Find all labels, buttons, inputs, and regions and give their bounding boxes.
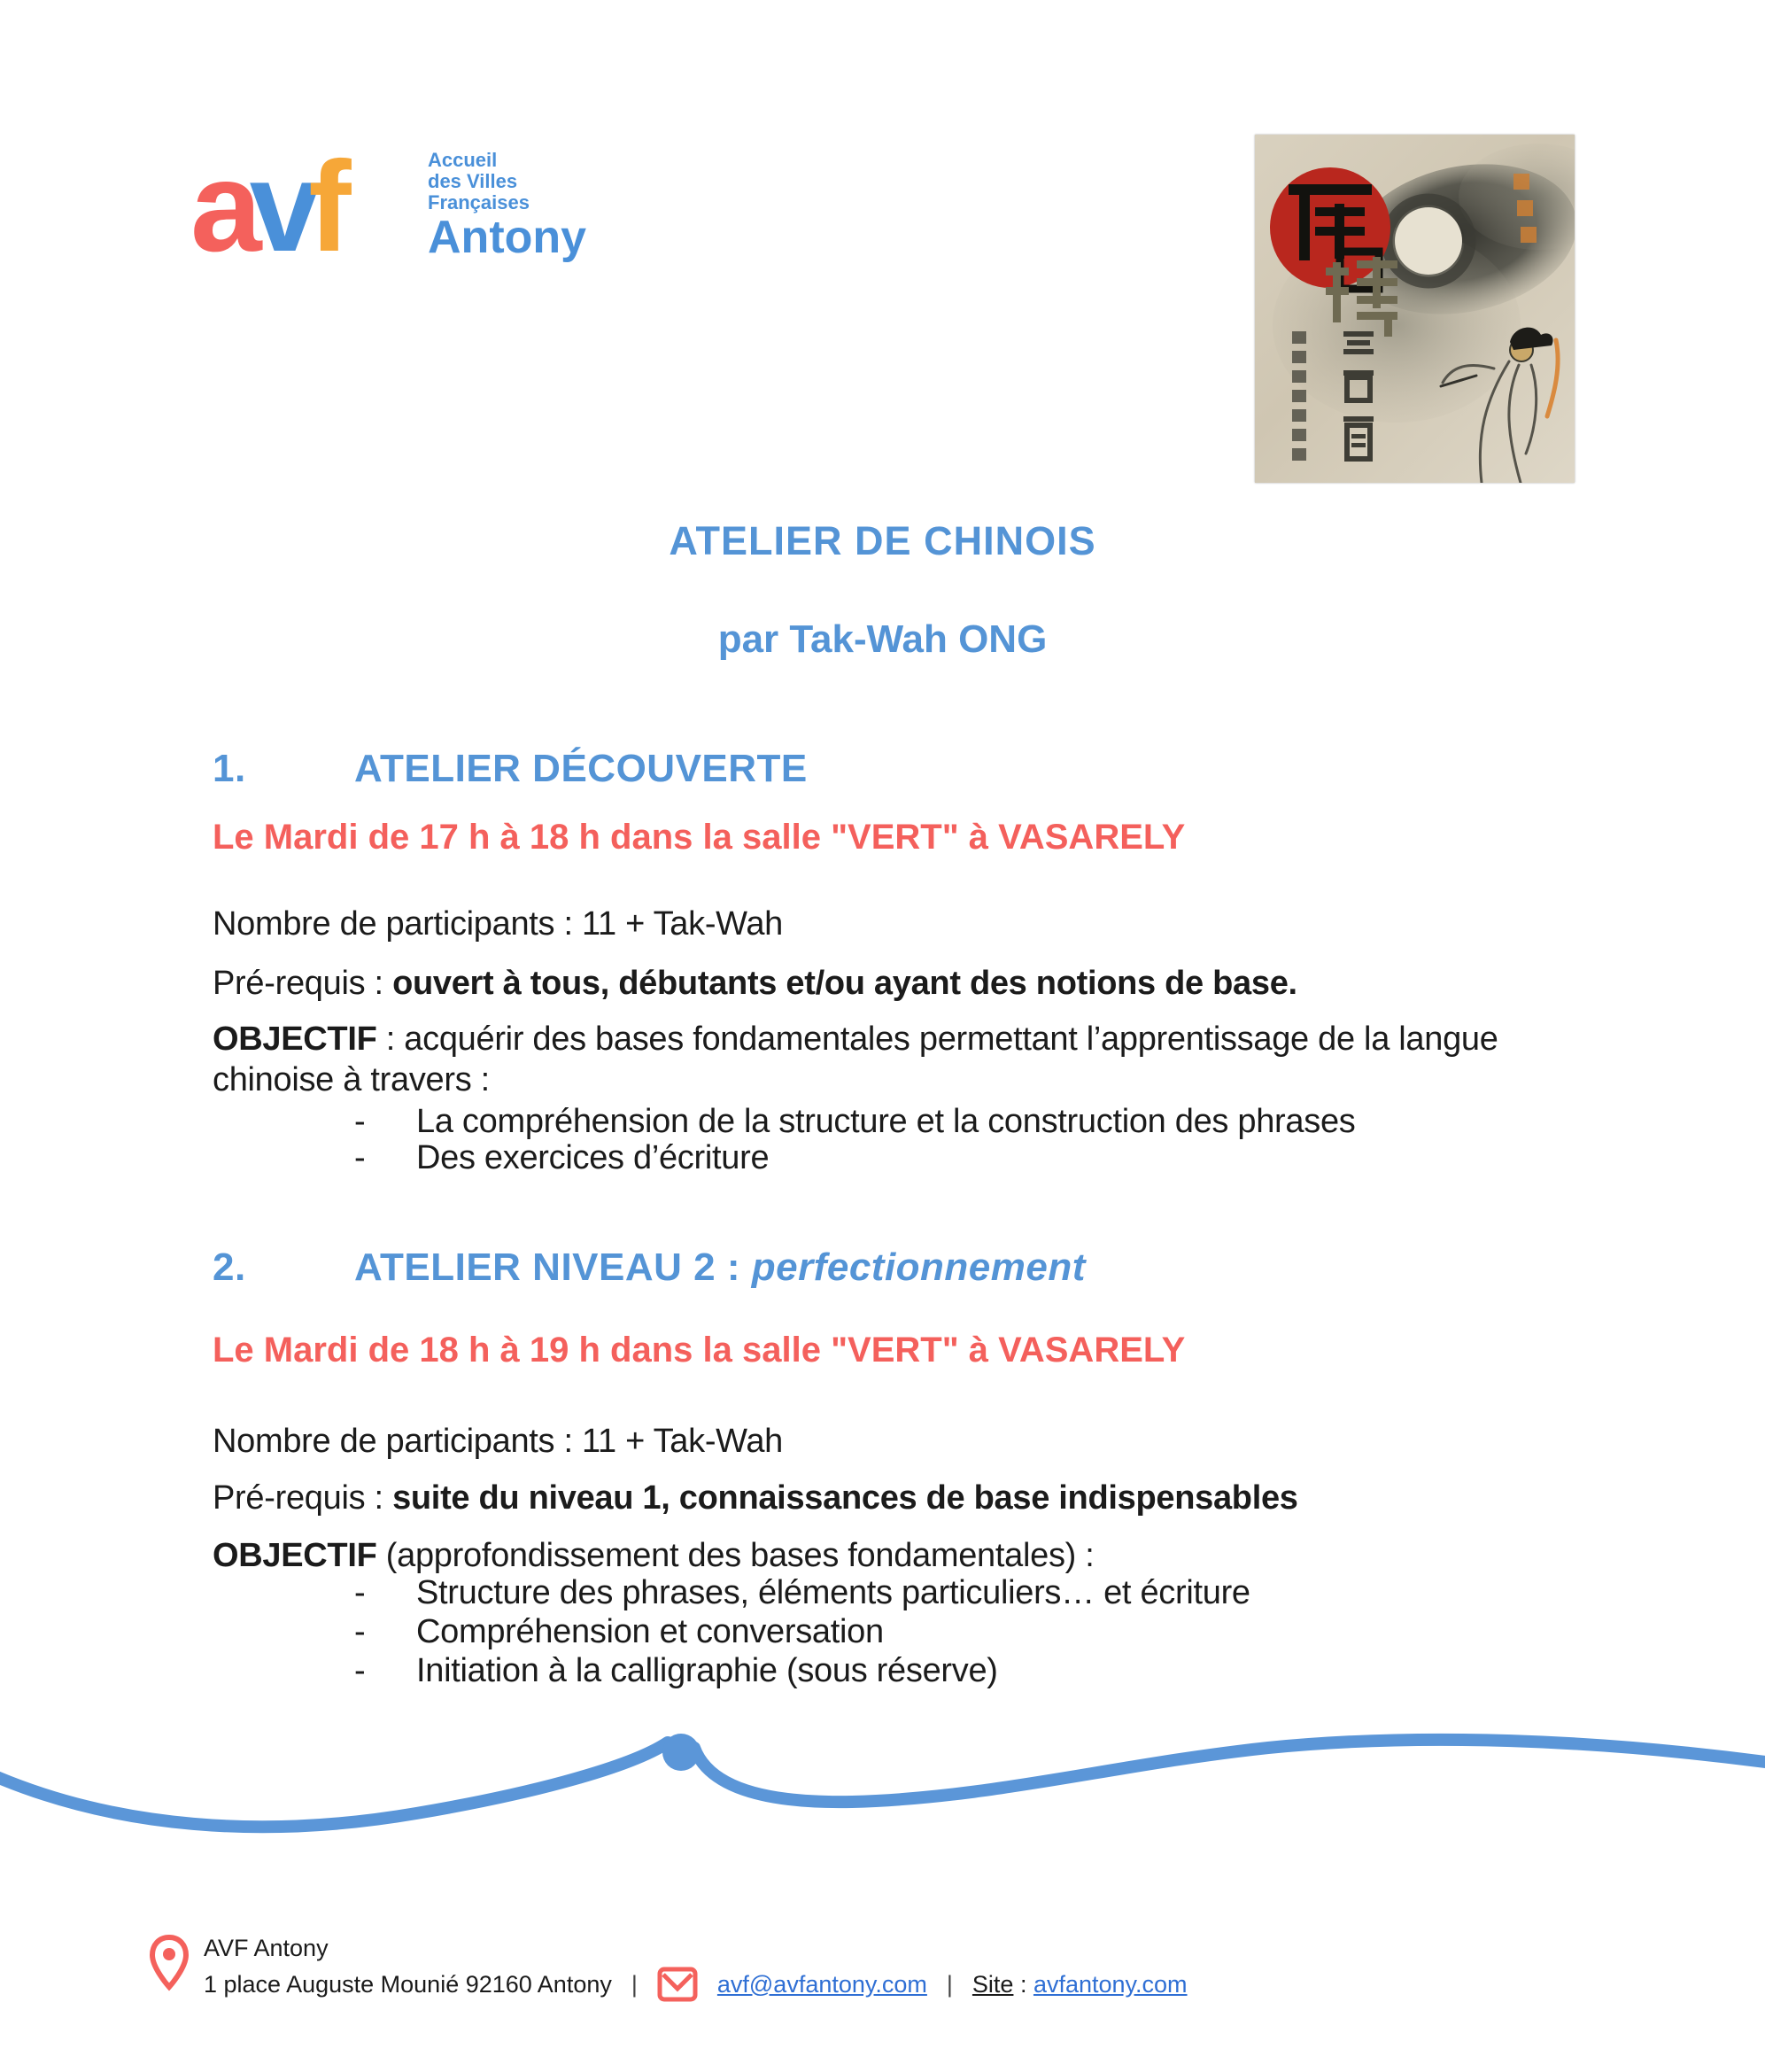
- section2-heading: [213, 1246, 1086, 1290]
- bullet-text: Structure des phrases, éléments particuliers… et écriture: [416, 1574, 1250, 1611]
- footer-separator: |: [946, 1970, 953, 1998]
- logo-letter-f: f: [308, 135, 339, 278]
- bullet-dash: -: [354, 1103, 366, 1140]
- logo-tagline: [428, 150, 530, 213]
- bullet-text: La compréhension de la structure et la construction des phrases: [416, 1103, 1356, 1140]
- book-cover-art: [1255, 135, 1575, 483]
- section2-objective-text: (approfondissement des bases fondamentales) :: [376, 1537, 1095, 1574]
- site-colon: :: [1013, 1970, 1033, 1998]
- section2-prereq-label: Pré-requis :: [213, 1479, 393, 1517]
- bullet-dash: -: [354, 1574, 366, 1611]
- section2-objective: [213, 1535, 1541, 1576]
- site-link[interactable]: avfantony.com: [1033, 1970, 1188, 1998]
- bullet-text: Des exercices d’écriture: [416, 1139, 770, 1176]
- section2-participants: Nombre de participants : 11 + Tak-Wah: [213, 1423, 784, 1460]
- section2-prerequisites: [213, 1478, 1298, 1518]
- section2-heading-text: ATELIER NIVEAU 2 :: [354, 1246, 752, 1289]
- section2-heading-italic: perfectionnement: [751, 1246, 1086, 1289]
- footer-contact-line: [204, 1967, 1188, 2002]
- section2-objective-label: OBJECTIF: [213, 1537, 377, 1574]
- section1-prereq-value: ouvert à tous, débutants et/ou ayant des notions de base.: [392, 965, 1297, 1002]
- section1-number: 1.: [213, 747, 246, 790]
- list-item: [354, 1139, 1355, 1176]
- email-icon: [657, 1967, 698, 2002]
- bullet-text: Compréhension et conversation: [416, 1613, 884, 1650]
- footer-address: 1 place Auguste Mounié 92160 Antony: [204, 1970, 612, 1998]
- bullet-text: Initiation à la calligraphie (sous réserve): [416, 1652, 998, 1689]
- page-title: ATELIER DE CHINOIS: [669, 518, 1096, 563]
- section1-objective: [213, 1019, 1541, 1100]
- logo-city-name: Antony: [428, 212, 587, 263]
- section1-objective-label: OBJECTIF: [213, 1020, 377, 1058]
- location-pin-icon: [149, 1934, 190, 1992]
- footer-separator: |: [631, 1970, 638, 1998]
- bullet-dash: -: [354, 1613, 366, 1650]
- book-cover-image: [1255, 135, 1575, 483]
- section2-schedule: Le Mardi de 18 h à 19 h dans la salle "VERT" à VASARELY: [213, 1331, 1186, 1370]
- bullet-dash: -: [354, 1652, 366, 1689]
- list-item: [354, 1613, 1250, 1652]
- footer-org: AVF Antony: [204, 1935, 329, 1961]
- avf-logo: [190, 135, 339, 278]
- logo-letter-a: a: [190, 135, 250, 278]
- section2-bullet-list: [354, 1574, 1250, 1691]
- section2-number: 2.: [213, 1246, 246, 1289]
- section2-prereq-value: suite du niveau 1, connaissances de base indispensables: [392, 1479, 1298, 1517]
- logo-tagline-line3: Françaises: [428, 191, 530, 213]
- wave-divider: [0, 1679, 1765, 1882]
- site-label: Site: [972, 1970, 1014, 1998]
- section1-bullet-list: [354, 1103, 1355, 1176]
- site-group: [972, 1971, 1188, 1998]
- section1-prerequisites: [213, 963, 1297, 1004]
- list-item: [354, 1574, 1250, 1613]
- section1-heading: [213, 747, 808, 791]
- section1-participants: Nombre de participants : 11 + Tak-Wah: [213, 905, 784, 943]
- page-subtitle: par Tak-Wah ONG: [717, 617, 1048, 661]
- logo-tagline-line1: Accueil: [428, 149, 498, 171]
- section1-heading-text: ATELIER DÉCOUVERTE: [354, 747, 808, 790]
- section1-objective-text: : acquérir des bases fondamentales permettant l’apprentissage de la langue chinoise à travers :: [213, 1020, 1498, 1098]
- email-link[interactable]: avf@avfantony.com: [716, 1970, 927, 1998]
- logo-tagline-line2: des Villes: [428, 170, 518, 192]
- section1-schedule: Le Mardi de 17 h à 18 h dans la salle "VERT" à VASARELY: [213, 818, 1186, 857]
- bullet-dash: -: [354, 1139, 366, 1176]
- logo-letter-v: v: [249, 135, 309, 278]
- list-item: [354, 1103, 1355, 1139]
- section1-prereq-label: Pré-requis :: [213, 965, 393, 1002]
